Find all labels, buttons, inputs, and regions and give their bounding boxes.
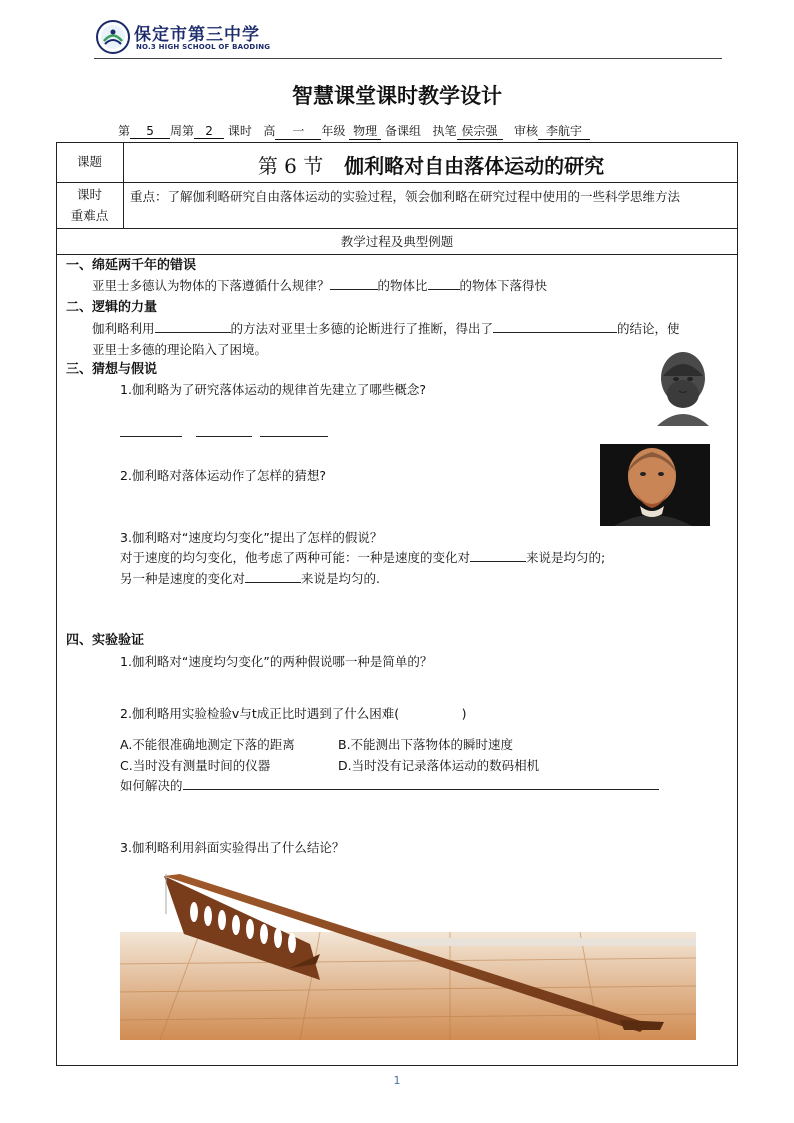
s3-q3-line1-a: 对于速度的均匀变化，他考虑了两种可能：一种是速度的变化对 <box>120 550 471 565</box>
school-emblem-icon <box>96 20 130 54</box>
document-title: 智慧课堂课时教学设计 <box>292 84 502 108</box>
answer-blank[interactable] <box>493 319 617 333</box>
topic-label: 课题 <box>76 154 102 169</box>
author-value: 侯宗强 <box>457 122 503 140</box>
answer-blank[interactable] <box>330 276 378 290</box>
header-divider <box>94 58 722 59</box>
answer-line[interactable] <box>120 436 182 437</box>
s1-text-b: 的物体比 <box>377 278 428 293</box>
section-2-heading: 二、逻辑的力量 <box>66 300 158 315</box>
s2-text-a: 伽利略利用 <box>92 321 155 336</box>
s4-question-3: 3.伽利略利用斜面实验得出了什么结论？ <box>120 840 345 855</box>
s3-q3-line2-a: 另一种是速度的变化对 <box>120 571 246 586</box>
s4-how-solved <box>120 776 659 796</box>
section-4-heading: 四、实验验证 <box>66 633 145 648</box>
process-title: 教学过程及典型例题 <box>340 234 454 249</box>
week-value: 5 <box>130 124 170 139</box>
s3-question-3: 3.伽利略对“速度均匀变化”提出了怎样的假说？ <box>120 530 383 545</box>
author-label: 执笔 <box>432 124 457 138</box>
s2-text-c: 的结论，使 <box>617 321 680 336</box>
section-1-question <box>92 276 547 296</box>
meta-line <box>118 122 590 140</box>
lesson-title <box>124 150 738 179</box>
table-row-divider <box>56 228 738 229</box>
grade-value: 一 <box>275 122 321 140</box>
reviewer-label: 审核 <box>513 124 538 138</box>
answer-blank[interactable] <box>155 319 231 333</box>
aristotle-bust-image <box>643 346 723 426</box>
table-row-divider <box>56 182 738 183</box>
s4-option-a: A.不能很准确地测定下落的距离 <box>120 737 295 752</box>
s2-text-b: 的方法对亚里士多德的论断进行了推断，得出了 <box>230 321 494 336</box>
inclined-plane-image <box>120 874 696 1040</box>
answer-line[interactable] <box>260 436 328 437</box>
school-logo <box>96 20 296 56</box>
week-prefix: 第 <box>118 124 131 138</box>
section-2-line-1 <box>92 319 680 339</box>
s4-option-c: C.当时没有测量时间的仪器 <box>120 758 271 773</box>
answer-blank[interactable] <box>245 569 301 583</box>
period-suffix: 课时 <box>227 124 252 138</box>
reviewer-value: 李航宇 <box>538 122 590 140</box>
s3-question-1: 1.伽利略为了研究落体运动的规律首先建立了哪些概念? <box>120 382 427 397</box>
answer-blank[interactable] <box>470 548 526 562</box>
galileo-portrait-image <box>592 440 714 526</box>
answer-line[interactable] <box>196 436 252 437</box>
group-label: 备课组 <box>385 124 422 138</box>
s4-question-1: 1.伽利略对“速度均匀变化”的两种假说哪一种是简单的？ <box>120 654 433 669</box>
page-number: 1 <box>393 1074 401 1087</box>
subject-value: 物理 <box>349 122 381 140</box>
table-row-divider <box>56 254 738 255</box>
focus-label-2: 重难点 <box>70 208 109 223</box>
focus-label-1: 课时 <box>76 187 102 202</box>
s3-q3-line1-b: 来说是均匀的; <box>526 550 606 565</box>
answer-blank[interactable] <box>428 276 460 290</box>
grade-prefix: 高 <box>263 124 276 138</box>
s3-q3-line-1 <box>120 548 605 568</box>
period-value: 2 <box>194 124 224 139</box>
week-suffix: 周第 <box>170 124 195 138</box>
s4-option-d: D.当时没有记录落体运动的数码相机 <box>338 758 540 773</box>
school-name-en: NO.3 HIGH SCHOOL OF BAODING <box>136 43 271 51</box>
lesson-name: 伽利略对自由落体运动的研究 <box>344 154 605 178</box>
s1-text-a: 亚里士多德认为物体的下落遵循什么规律？ <box>92 278 330 293</box>
answer-blank[interactable] <box>183 776 659 790</box>
s3-q3-line2-b: 来说是均匀的. <box>301 571 380 586</box>
section-1-heading: 一、绵延两千年的错误 <box>66 258 197 273</box>
school-name-cn: 保定市第三中学 <box>134 25 260 45</box>
s1-text-c: 的物体下落得快 <box>459 278 548 293</box>
s3-q3-line-2 <box>120 569 380 589</box>
s3-question-2: 2.伽利略对落体运动作了怎样的猜想? <box>120 468 327 483</box>
s4-option-b: B.不能测出下落物体的瞬时速度 <box>338 737 514 752</box>
section-3-heading: 三、猜想与假说 <box>66 362 158 377</box>
s4-how-label: 如何解决的 <box>120 778 183 793</box>
section-2-line-2: 亚里士多德的理论陷入了困境。 <box>92 342 268 357</box>
s4-question-2: 2.伽利略用实验检验v与t成正比时遇到了什么困难( ) <box>120 706 467 721</box>
grade-suffix: 年级 <box>321 124 346 138</box>
focus-text: 重点：了解伽利略研究自由落体运动的实验过程，领会伽利略在研究过程中使用的一些科学思维方法 <box>130 189 681 204</box>
lesson-section: 第 6 节 <box>257 154 324 178</box>
